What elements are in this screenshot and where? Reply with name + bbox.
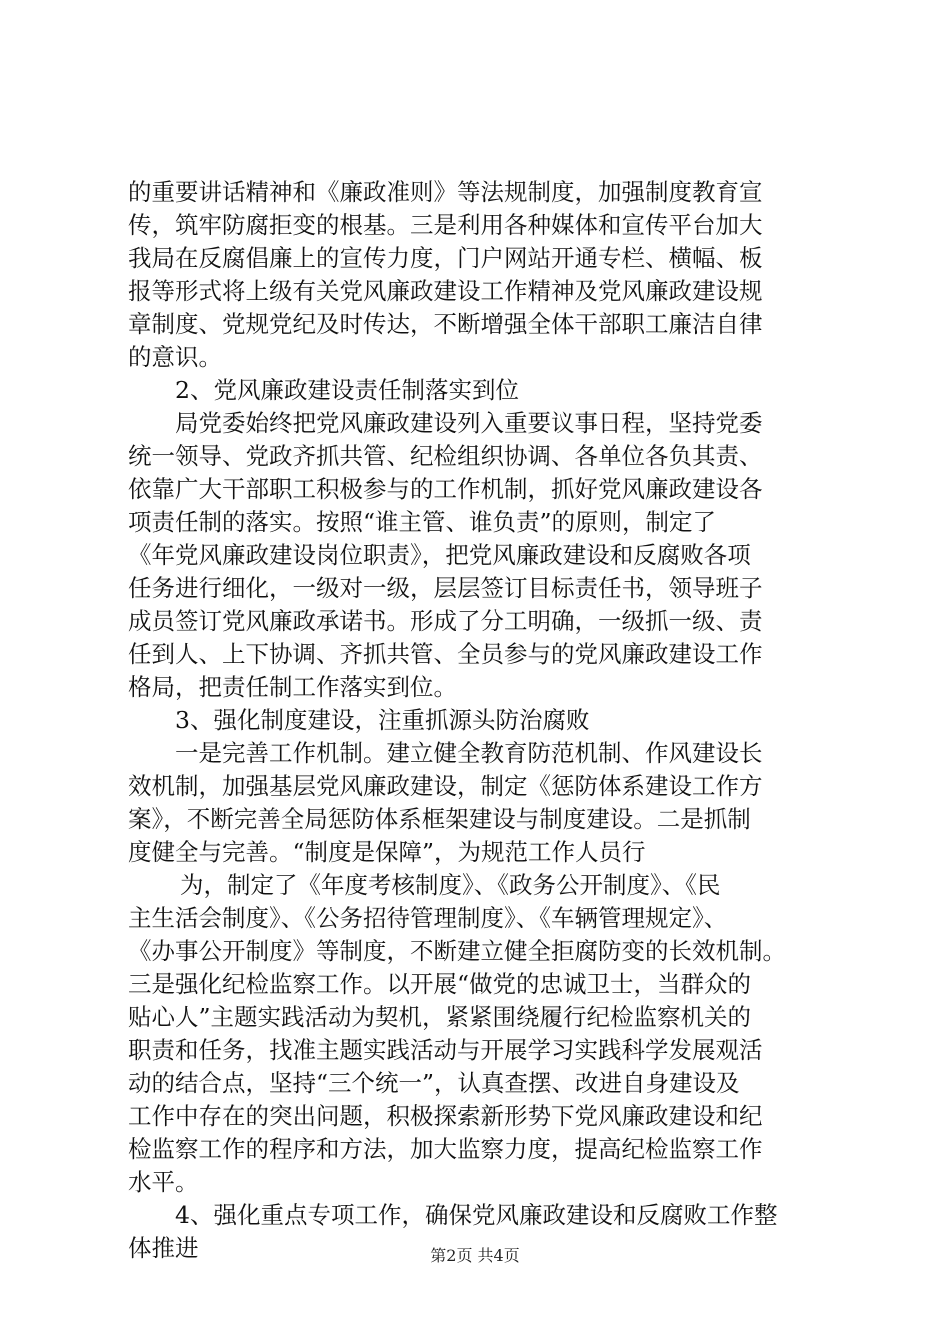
text-line: 统一领导、党政齐抓共管、纪检组织协调、各单位各负其责、 <box>128 442 763 470</box>
page-number: 第2页 共4页 <box>430 1246 520 1265</box>
text-line: 《办事公开制度》等制度，不断建立健全拒腐防变的长效机制。 <box>128 937 786 965</box>
text-line: 工作中存在的突出问题，积极探索新形势下党风廉政建设和纪 <box>128 1102 763 1130</box>
text-line: 《年党风廉政建设岗位职责》，把党风廉政建设和反腐败各项 <box>128 541 751 569</box>
text-line: 依靠广大干部职工积极参与的工作机制，抓好党风廉政建设各 <box>128 475 763 503</box>
text-line: 职责和任务，找准主题实践活动与开展学习实践科学发展观活 <box>128 1036 763 1064</box>
text-line: 报等形式将上级有关党风廉政建设工作精神及党风廉政建设规 <box>128 277 763 305</box>
text-line: 的意识。 <box>128 343 222 371</box>
text-line: 任到人、上下协调、齐抓共管、全员参与的党风廉政建设工作 <box>128 640 763 668</box>
text-line: 案》，不断完善全局惩防体系框架建设与制度建设。二是抓制 <box>128 805 751 833</box>
body-text <box>128 176 832 1265</box>
text-line: 任务进行细化，一级对一级，层层签订目标责任书，领导班子 <box>128 574 763 602</box>
text-line: 3、强化制度建设，注重抓源头防治腐败 <box>175 706 590 734</box>
text-line: 体推进 <box>128 1234 199 1262</box>
text-line: 我局在反腐倡廉上的宣传力度，门户网站开通专栏、横幅、板 <box>128 244 763 272</box>
text-line: 三是强化纪检监察工作。以开展“做党的忠诚卫士，当群众的 <box>128 970 752 998</box>
text-line: 为，制定了《年度考核制度》、《政务公开制度》、《民 <box>180 871 721 899</box>
text-line: 项责任制的落实。按照“谁主管、谁负责”的原则，制定了 <box>128 508 717 536</box>
text-line: 主生活会制度》、《公务招待管理制度》、《车辆管理规定》、 <box>128 904 728 932</box>
text-line: 局党委始终把党风廉政建设列入重要议事日程，坚持党委 <box>175 409 763 437</box>
text-line: 成员签订党风廉政承诺书。形成了分工明确，一级抓一级、责 <box>128 607 763 635</box>
text-line: 一是完善工作机制。建立健全教育防范机制、作风建设长 <box>175 739 763 767</box>
text-line: 度健全与完善。“制度是保障”，为规范工作人员行 <box>128 838 646 866</box>
text-line: 动的结合点，坚持“三个统一”，认真查摆、改进自身建设及 <box>128 1069 740 1097</box>
text-line: 效机制，加强基层党风廉政建设，制定《惩防体系建设工作方 <box>128 772 763 800</box>
text-line: 格局，把责任制工作落实到位。 <box>128 673 457 701</box>
text-line: 检监察工作的程序和方法，加大监察力度，提高纪检监察工作 <box>128 1135 763 1163</box>
text-line: 章制度、党规党纪及时传达，不断增强全体干部职工廉洁自律 <box>128 310 763 338</box>
text-line: 2、党风廉政建设责任制落实到位 <box>175 376 519 404</box>
text-line: 贴心人”主题实践活动为契机，紧紧围绕履行纪检监察机关的 <box>128 1003 752 1031</box>
text-line: 4、强化重点专项工作，确保党风廉政建设和反腐败工作整 <box>175 1201 778 1229</box>
text-line: 的重要讲话精神和《廉政准则》等法规制度，加强制度教育宣 <box>128 178 763 206</box>
text-line: 水平。 <box>128 1168 199 1196</box>
text-line: 传，筑牢防腐拒变的根基。三是利用各种媒体和宣传平台加大 <box>128 211 763 239</box>
